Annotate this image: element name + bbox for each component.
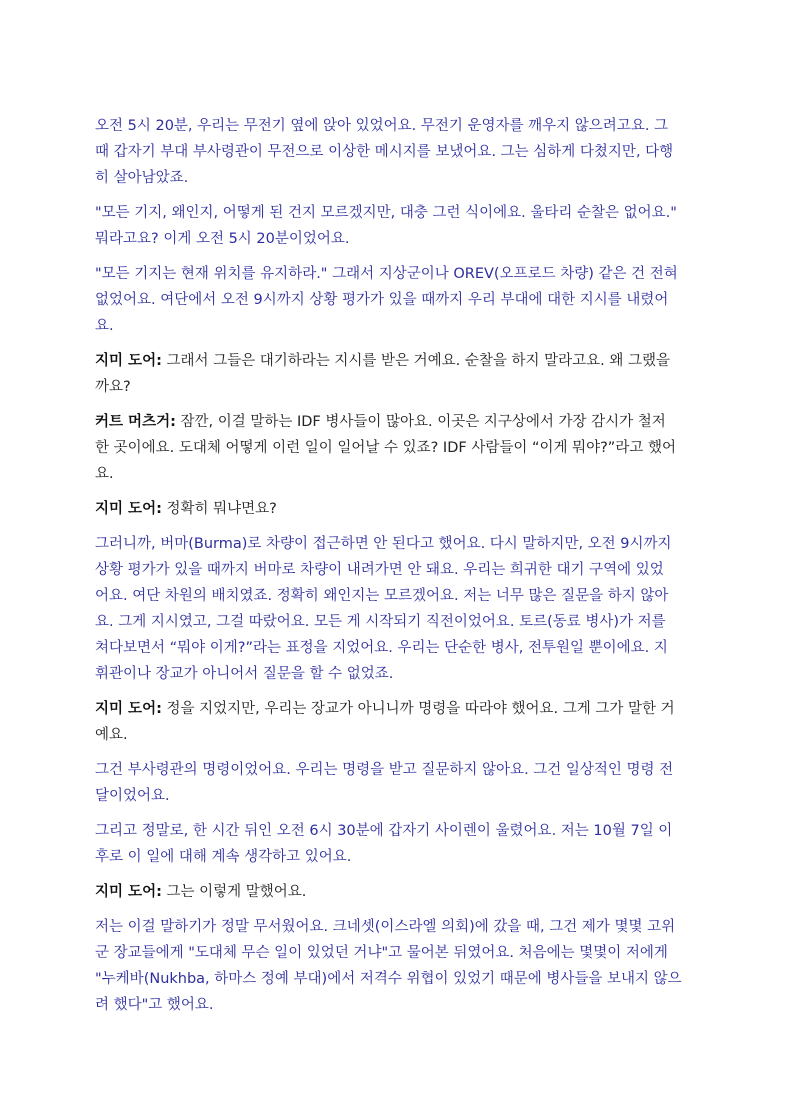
text-line xyxy=(95,696,705,722)
text-line xyxy=(95,557,705,583)
quote-paragraph xyxy=(95,113,705,191)
text-line xyxy=(95,722,705,748)
text-line xyxy=(95,940,705,966)
text-line xyxy=(95,287,705,313)
text-line xyxy=(95,844,705,870)
document-body xyxy=(95,113,705,1027)
line-text: 휘관이나 장교가 아니어서 질문을 할 수 없었죠. xyxy=(95,666,394,682)
speaker-name: 지미 도어: xyxy=(95,701,162,717)
line-text: 뭐라고요? 이게 오전 5시 20분이었어요. xyxy=(95,231,350,247)
speaker-name: 지미 도어: xyxy=(95,353,162,369)
quote-paragraph xyxy=(95,200,705,252)
text-line xyxy=(95,818,705,844)
line-text: 요. xyxy=(95,466,114,482)
text-line xyxy=(95,879,705,905)
line-text: 히 살아남았죠. xyxy=(95,170,189,186)
speaker-paragraph xyxy=(95,696,705,748)
line-text: 군 장교들에게 "도대체 무슨 일이 있었던 거냐"고 물어본 뒤였어요. 처음에는 몇몇이 저에게 xyxy=(95,945,668,961)
line-text: 없었어요. 여단에서 오전 9시까지 상황 평가가 있을 때까지 우리 부대에 대한 지시를 내렸어 xyxy=(95,292,669,308)
line-text: 오전 5시 20분, 우리는 무전기 옆에 앉아 있었어요. 무전기 운영자를 깨우지 않으려고요. 그 xyxy=(95,118,669,134)
line-text: 예요. xyxy=(95,727,128,743)
text-line xyxy=(95,914,705,940)
text-line xyxy=(95,757,705,783)
line-text: "모든 기지, 왜인지, 어떻게 된 건지 모르겠지만, 대충 그런 식이에요. 울타리 순찰은 없어요." xyxy=(95,205,677,221)
speaker-paragraph xyxy=(95,348,705,400)
line-text: 후로 이 일에 대해 계속 생각하고 있어요. xyxy=(95,849,352,865)
line-text: "누케바(Nukhba, 하마스 정예 부대)에서 저격수 위협이 있었기 때문에 병사들을 보내지 않으 xyxy=(95,971,682,987)
text-line xyxy=(95,531,705,557)
line-text: 그는 이렇게 말했어요. xyxy=(161,884,307,900)
text-line xyxy=(95,113,705,139)
text-line xyxy=(95,374,705,400)
quote-paragraph xyxy=(95,818,705,870)
line-text: 려 했다"고 했어요. xyxy=(95,997,214,1013)
line-text: 상황 평가가 있을 때까지 버마로 차량이 내려가면 안 돼요. 우리는 희귀한 대기 구역에 있었 xyxy=(95,562,664,578)
text-line xyxy=(95,992,705,1018)
text-line xyxy=(95,313,705,339)
speaker-name: 지미 도어: xyxy=(95,884,162,900)
quote-paragraph xyxy=(95,757,705,809)
text-line xyxy=(95,635,705,661)
line-text: "모든 기지는 현재 위치를 유지하라." 그래서 지상군이나 OREV(오프로드 차량) 같은 건 전혀 xyxy=(95,266,678,282)
line-text: 정을 지었지만, 우리는 장교가 아니니까 명령을 따라야 했어요. 그게 그가 말한 거 xyxy=(161,701,675,717)
line-text: 까요? xyxy=(95,379,131,395)
text-line xyxy=(95,496,705,522)
text-line xyxy=(95,609,705,635)
text-line xyxy=(95,661,705,687)
line-text: 그래서 그들은 대기하라는 지시를 받은 거예요. 순찰을 하지 말라고요. 왜 그랬을 xyxy=(161,353,671,369)
speaker-name: 커트 머츠거: xyxy=(95,414,176,430)
line-text: 그건 부사령관의 명령이었어요. 우리는 명령을 받고 질문하지 않아요. 그건 일상적인 명령 전 xyxy=(95,762,674,778)
text-line xyxy=(95,583,705,609)
text-line xyxy=(95,139,705,165)
text-line xyxy=(95,966,705,992)
line-text: 그러니까, 버마(Burma)로 차량이 접근하면 안 된다고 했어요. 다시 말하지만, 오전 9시까지 xyxy=(95,536,672,552)
text-line xyxy=(95,348,705,374)
line-text: 요. 그게 지시였고, 그걸 따랐어요. 모든 게 시작되기 직전이었어요. 토르(동료 병사)가 저를 xyxy=(95,614,666,630)
speaker-paragraph xyxy=(95,879,705,905)
line-text: 잠깐, 이걸 말하는 IDF 병사들이 많아요. 이곳은 지구상에서 가장 감시가 철저 xyxy=(175,414,666,430)
line-text: 어요. 여단 차원의 배치였죠. 정확히 왜인지는 모르겠어요. 저는 너무 많은 질문을 하지 않아 xyxy=(95,588,669,604)
text-line xyxy=(95,226,705,252)
line-text: 요. xyxy=(95,318,114,334)
line-text: 쳐다보면서 “뭐야 이게?”라는 표정을 지었어요. 우리는 단순한 병사, 전투원일 뿐이에요. 지 xyxy=(95,640,668,656)
line-text: 달이었어요. xyxy=(95,788,170,804)
text-line xyxy=(95,200,705,226)
speaker-name: 지미 도어: xyxy=(95,501,162,517)
quote-paragraph xyxy=(95,914,705,1018)
text-line xyxy=(95,435,705,461)
line-text: 때 갑자기 부대 부사령관이 무전으로 이상한 메시지를 보냈어요. 그는 심하게 다쳤지만, 다행 xyxy=(95,144,674,160)
quote-paragraph xyxy=(95,531,705,687)
line-text: 그리고 정말로, 한 시간 뒤인 오전 6시 30분에 갑자기 사이렌이 울렸어요. 저는 10월 7일 이 xyxy=(95,823,673,839)
speaker-paragraph xyxy=(95,496,705,522)
text-line xyxy=(95,261,705,287)
speaker-paragraph xyxy=(95,409,705,487)
text-line xyxy=(95,165,705,191)
line-text: 한 곳이에요. 도대체 어떻게 이런 일이 일어날 수 있죠? IDF 사람들이 “이게 뭐야?”라고 했어 xyxy=(95,440,676,456)
text-line xyxy=(95,783,705,809)
line-text: 저는 이걸 말하기가 정말 무서웠어요. 크네셋(이스라엘 의회)에 갔을 때, 그건 제가 몇몇 고위 xyxy=(95,919,676,935)
text-line xyxy=(95,461,705,487)
quote-paragraph xyxy=(95,261,705,339)
text-line xyxy=(95,409,705,435)
line-text: 정확히 뭐냐면요? xyxy=(161,501,277,517)
